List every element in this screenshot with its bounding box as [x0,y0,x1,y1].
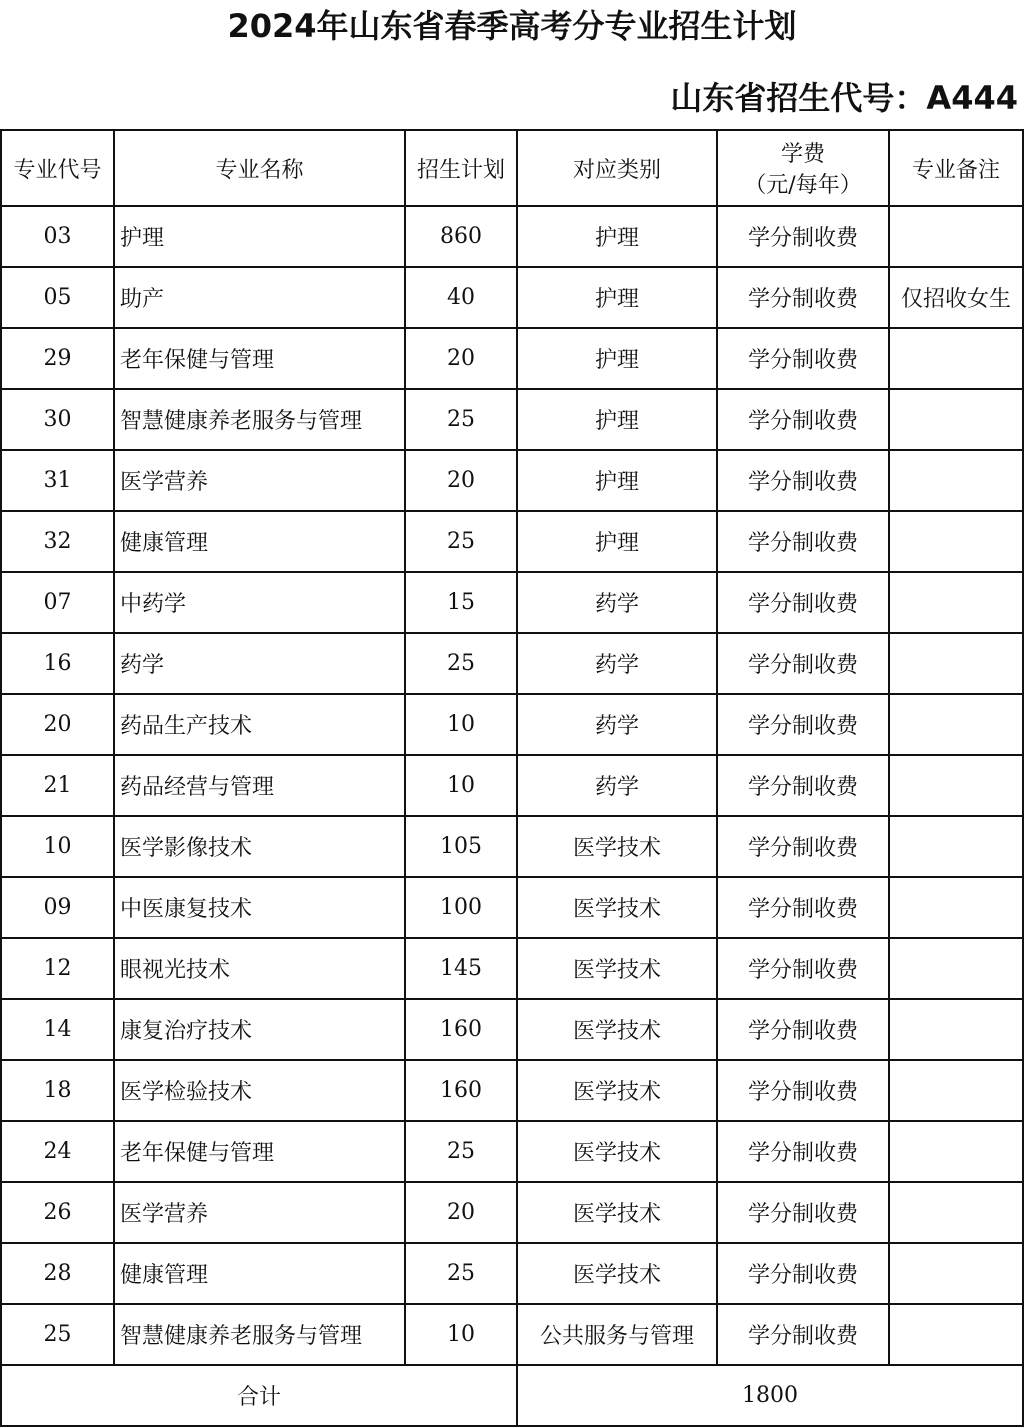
cell-name: 药品生产技术 [114,694,405,755]
cell-fee: 学分制收费 [717,1304,889,1365]
cell-note [889,1060,1023,1121]
cell-category: 药学 [517,694,717,755]
cell-note [889,328,1023,389]
cell-fee: 学分制收费 [717,1182,889,1243]
cell-code: 29 [1,328,114,389]
cell-category: 医学技术 [517,1121,717,1182]
cell-code: 12 [1,938,114,999]
cell-plan: 20 [405,1182,517,1243]
cell-category: 医学技术 [517,816,717,877]
table-row [1,816,1023,877]
cell-plan: 105 [405,816,517,877]
cell-fee: 学分制收费 [717,267,889,328]
cell-note [889,1304,1023,1365]
table-row [1,1121,1023,1182]
cell-code: 21 [1,755,114,816]
cell-plan: 160 [405,999,517,1060]
table-row [1,999,1023,1060]
cell-fee: 学分制收费 [717,450,889,511]
cell-plan: 10 [405,755,517,816]
cell-name: 智慧健康养老服务与管理 [114,389,405,450]
cell-category: 护理 [517,267,717,328]
table-row [1,1060,1023,1121]
cell-name: 中医康复技术 [114,877,405,938]
table-row [1,328,1023,389]
table-row [1,389,1023,450]
cell-plan: 25 [405,389,517,450]
cell-fee: 学分制收费 [717,389,889,450]
cell-note: 仅招收女生 [889,267,1023,328]
cell-note [889,389,1023,450]
cell-note [889,694,1023,755]
cell-fee: 学分制收费 [717,999,889,1060]
cell-note [889,877,1023,938]
header-note: 专业备注 [889,130,1023,206]
cell-fee: 学分制收费 [717,572,889,633]
cell-note [889,1182,1023,1243]
cell-fee: 学分制收费 [717,206,889,267]
cell-fee: 学分制收费 [717,1060,889,1121]
cell-name: 康复治疗技术 [114,999,405,1060]
header-plan: 招生计划 [405,130,517,206]
enrollment-plan-table [0,129,1024,1427]
cell-name: 助产 [114,267,405,328]
cell-category: 药学 [517,633,717,694]
cell-name: 药学 [114,633,405,694]
cell-fee: 学分制收费 [717,1121,889,1182]
table-row [1,1182,1023,1243]
cell-name: 老年保健与管理 [114,328,405,389]
cell-code: 30 [1,389,114,450]
cell-name: 健康管理 [114,1243,405,1304]
table-row [1,938,1023,999]
cell-fee: 学分制收费 [717,755,889,816]
cell-note [889,999,1023,1060]
cell-name: 医学检验技术 [114,1060,405,1121]
cell-plan: 860 [405,206,517,267]
cell-note [889,816,1023,877]
cell-code: 14 [1,999,114,1060]
cell-category: 医学技术 [517,999,717,1060]
cell-fee: 学分制收费 [717,938,889,999]
cell-code: 18 [1,1060,114,1121]
total-value: 1800 [517,1365,1023,1426]
cell-note [889,1243,1023,1304]
cell-name: 中药学 [114,572,405,633]
cell-code: 28 [1,1243,114,1304]
cell-note [889,938,1023,999]
table-row [1,633,1023,694]
header-code: 专业代号 [1,130,114,206]
cell-name: 健康管理 [114,511,405,572]
cell-note [889,1121,1023,1182]
header-category: 对应类别 [517,130,717,206]
cell-fee: 学分制收费 [717,877,889,938]
cell-plan: 25 [405,633,517,694]
cell-plan: 20 [405,328,517,389]
cell-category: 护理 [517,206,717,267]
cell-category: 护理 [517,450,717,511]
cell-plan: 10 [405,694,517,755]
cell-plan: 20 [405,450,517,511]
cell-name: 医学营养 [114,450,405,511]
page-title: 2024年山东省春季高考分专业招生计划 [227,7,797,45]
cell-code: 25 [1,1304,114,1365]
cell-name: 老年保健与管理 [114,1121,405,1182]
cell-code: 32 [1,511,114,572]
total-label: 合计 [1,1365,517,1426]
cell-category: 护理 [517,328,717,389]
cell-category: 药学 [517,755,717,816]
cell-fee: 学分制收费 [717,694,889,755]
cell-category: 医学技术 [517,1182,717,1243]
cell-code: 16 [1,633,114,694]
cell-code: 20 [1,694,114,755]
cell-plan: 160 [405,1060,517,1121]
cell-fee: 学分制收费 [717,816,889,877]
cell-name: 医学影像技术 [114,816,405,877]
cell-fee: 学分制收费 [717,328,889,389]
total-row [1,1365,1023,1426]
cell-code: 05 [1,267,114,328]
admission-code: 山东省招生代号：A444 [670,79,1018,117]
cell-code: 10 [1,816,114,877]
table-row [1,877,1023,938]
cell-name: 医学营养 [114,1182,405,1243]
table-row [1,511,1023,572]
cell-code: 09 [1,877,114,938]
cell-code: 31 [1,450,114,511]
cell-category: 药学 [517,572,717,633]
cell-note [889,633,1023,694]
cell-note [889,572,1023,633]
header-fee [717,130,889,206]
table-row [1,755,1023,816]
cell-plan: 10 [405,1304,517,1365]
cell-category: 医学技术 [517,877,717,938]
cell-name: 智慧健康养老服务与管理 [114,1304,405,1365]
cell-category: 医学技术 [517,1243,717,1304]
cell-plan: 15 [405,572,517,633]
header-fee-line1: 学费 [780,142,825,167]
cell-category: 医学技术 [517,1060,717,1121]
cell-code: 07 [1,572,114,633]
cell-category: 护理 [517,511,717,572]
cell-note [889,755,1023,816]
cell-note [889,206,1023,267]
header-fee-line2: （元/每年） [744,173,862,198]
cell-plan: 25 [405,1243,517,1304]
cell-fee: 学分制收费 [717,511,889,572]
cell-name: 眼视光技术 [114,938,405,999]
cell-code: 03 [1,206,114,267]
cell-fee: 学分制收费 [717,1243,889,1304]
cell-category: 护理 [517,389,717,450]
cell-plan: 25 [405,511,517,572]
cell-plan: 145 [405,938,517,999]
header-name: 专业名称 [114,130,405,206]
table-header-row [1,130,1023,206]
cell-code: 26 [1,1182,114,1243]
cell-category: 公共服务与管理 [517,1304,717,1365]
table-row [1,206,1023,267]
table-row [1,1304,1023,1365]
table-row [1,450,1023,511]
table-row [1,267,1023,328]
cell-plan: 25 [405,1121,517,1182]
cell-plan: 100 [405,877,517,938]
cell-fee: 学分制收费 [717,633,889,694]
table-row [1,572,1023,633]
cell-note [889,450,1023,511]
cell-plan: 40 [405,267,517,328]
table-row [1,1243,1023,1304]
cell-code: 24 [1,1121,114,1182]
cell-name: 药品经营与管理 [114,755,405,816]
table-row [1,694,1023,755]
cell-category: 医学技术 [517,938,717,999]
cell-name: 护理 [114,206,405,267]
cell-note [889,511,1023,572]
